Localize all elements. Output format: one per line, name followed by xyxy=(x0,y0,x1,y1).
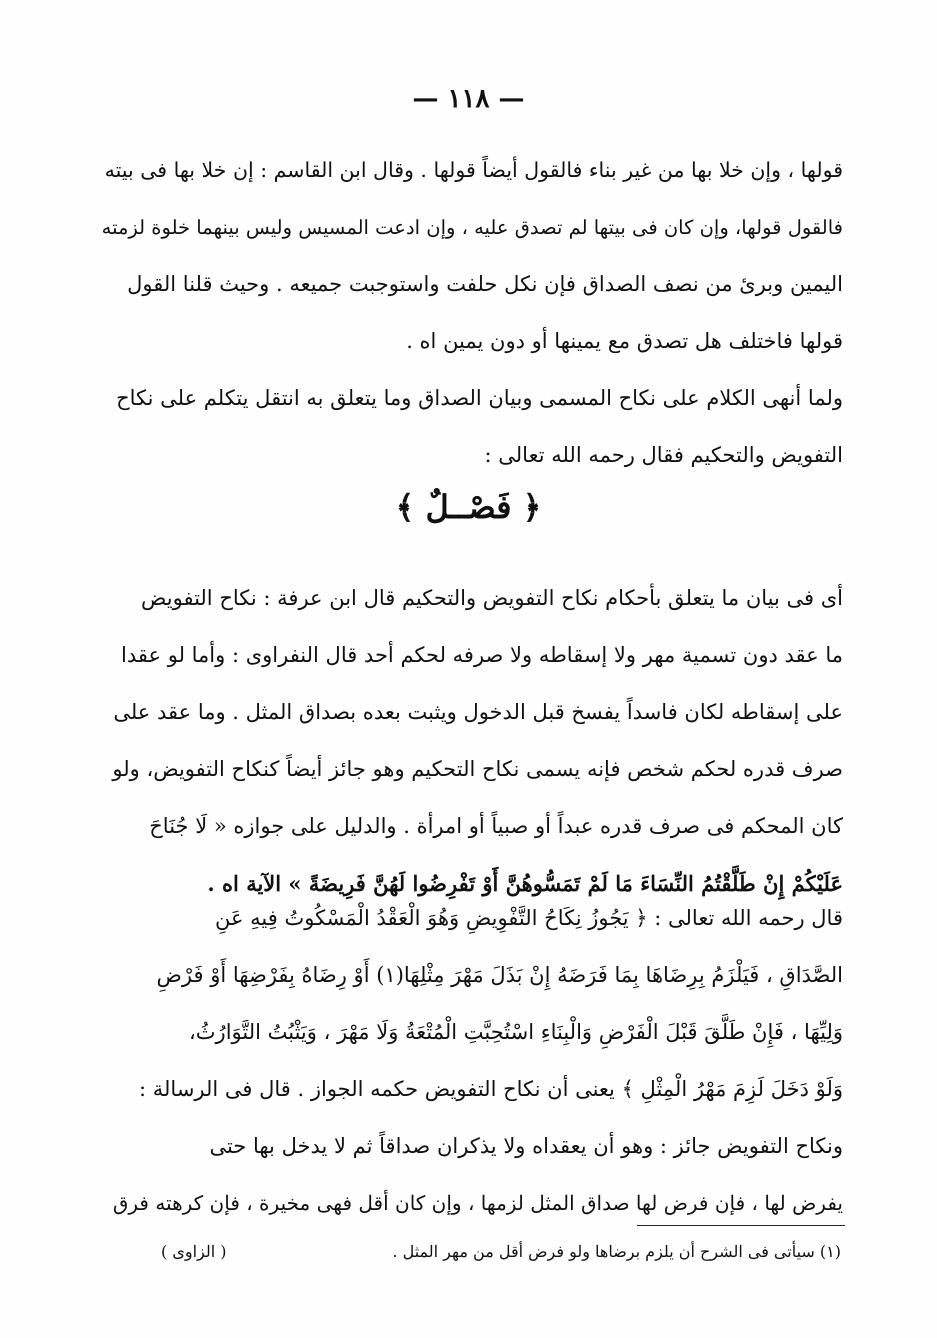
text-line: الصَّدَاقِ ، فَيَلْزَمُ بِرِضَاهَا بِمَا فَرَضَهُ إِنْ بَذَلَ مَهْرَ مِثْلِهَا(١) أَوْ رِضَاهُ بِفَرْضِهَا أَوْ فَرْضِ xyxy=(156,963,843,987)
text-line: قولها فاختلف هل تصدق مع يمينها أو دون يمين اه . xyxy=(406,329,843,353)
quran-verse-line: عَلَيْكُمْ إِنْ طَلَّقْتُمُ النِّسَاءَ مَا لَمْ تَمَسُّوهُنَّ أَوْ تَفْرِضُوا لَهُنَّ فَرِيضَةً » الآية اه . xyxy=(207,871,843,896)
text-line: فالقول قولها، وإن كان فى بيتها لم تصدق عليه ، وإن ادعت المسيس وليس بينهما خلوة لزمته xyxy=(101,216,843,239)
text-line: التفويض والتحكيم فقال رحمه الله تعالى : xyxy=(484,443,843,467)
text-line: ما عقد دون تسمية مهر ولا إسقاطه ولا صرفه لحكم أحد قال النفراوى : وأما لو عقدا xyxy=(121,643,843,667)
text-line: ونكاح التفويض جائز : وهو أن يعقداه ولا يذكران صداقاً ثم لا يدخل بها حتى xyxy=(209,1134,843,1158)
text-line: كان المحكم فى صرف قدره عبداً أو صبياً أو امرأة . والدليل على جوازه « لَا جُنَاحَ xyxy=(149,814,843,838)
text-line: اليمين وبرئ من نصف الصداق فإن نكل حلفت واستوجبت جميعه . وحيث قلنا القول xyxy=(127,272,843,296)
paragraph-2 xyxy=(98,370,843,484)
page-number: — ١١٨ — xyxy=(412,84,525,114)
paragraph-1 xyxy=(98,142,843,370)
text-line: يفرض لها ، فإن فرض لها صداق المثل لزمها ، وإن كان أقل فهى مخيرة ، فإن كرهته فرق xyxy=(112,1191,843,1215)
text-line: صرف قدره لحكم شخص فإنه يسمى نكاح التحكيم وهو جائز أيضاً كنكاح التفويض، ولو xyxy=(112,757,843,781)
paragraph-4 xyxy=(98,890,843,1232)
text-line: قال رحمه الله تعالى : ﴿ يَجُوزُ نِكَاحُ التَّفْوِيضِ وَهُوَ الْعَقْدُ الْمَسْكُوتُ فِيهِ عَنِ xyxy=(214,906,843,930)
text-line: أى فى بيان ما يتعلق بأحكام نكاح التفويض والتحكيم قال ابن عرفة : نكاح التفويض xyxy=(141,586,843,610)
footnote xyxy=(161,1240,841,1264)
footnote-source: ( الزاوى ) xyxy=(161,1242,227,1261)
text-line: قولها ، وإن خلا بها من غير بناء فالقول أيضاً قولها . وقال ابن القاسم : إن خلا بها فى بيته xyxy=(104,158,843,182)
text-line: وَلِيِّهَا ، فَإِنْ طَلَّقَ قَبْلَ الْفَرْضِ وَالْبِنَاءِ اسْتُحِبَّتِ الْمُتْعَةُ وَلَا مَهْرَ ، وَيَثْبُتُ التَّوَارُثُ، xyxy=(189,1020,843,1044)
text-line: على إسقاطه لكان فاسداً يفسخ قبل الدخول ويثبت بعده بصداق المثل . وما عقد على xyxy=(113,700,843,724)
footnote-divider xyxy=(637,1225,845,1226)
paragraph-3 xyxy=(98,570,843,912)
footnote-text: (١) سيأتى فى الشرح أن يلزم برضاها ولو فرض أقل من مهر المثل . xyxy=(392,1242,841,1261)
section-heading: ﴿ فَصْــلٌ ﴾ xyxy=(395,488,542,526)
text-line: ولما أنهى الكلام على نكاح المسمى وبيان الصداق وما يتعلق به انتقل يتكلم على نكاح xyxy=(116,386,843,410)
text-line: وَلَوْ دَخَلَ لَزِمَ مَهْرُ الْمِثْلِ ﴾ يعنى أن نكاح التفويض حكمه الجواز . قال فى الرسالة : xyxy=(139,1077,843,1101)
